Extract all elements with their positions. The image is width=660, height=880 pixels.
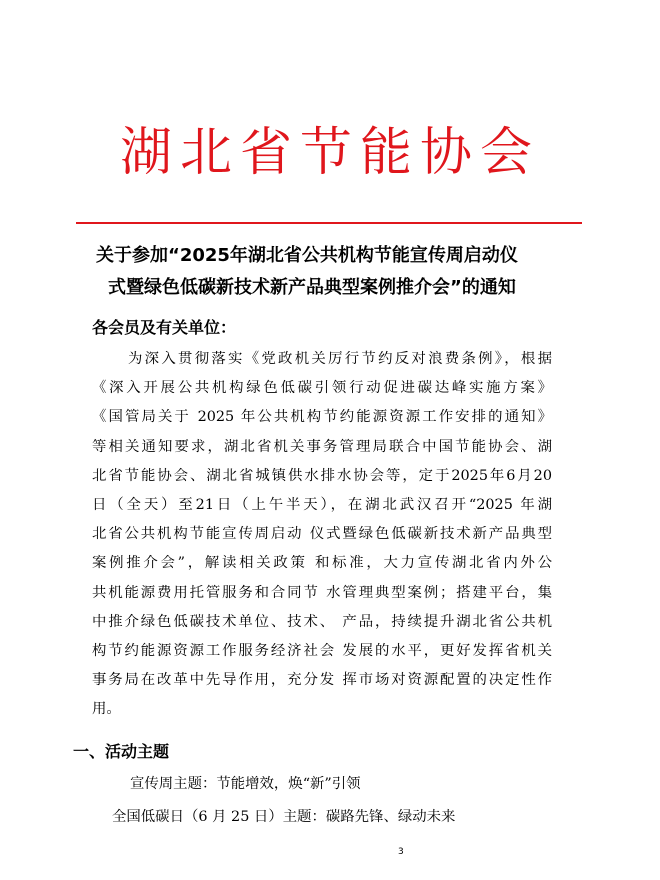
notice-title bbox=[96, 240, 566, 304]
theme-week-line: 宣传周主题：节能增效，焕“新”引领 bbox=[130, 776, 361, 792]
page-number: 3 bbox=[398, 847, 404, 857]
body-line: 北省公共机构节能宣传周启动 仪式暨绿色低碳新技术新产品典型 bbox=[92, 526, 552, 543]
body-line: 《深入开展公共机构绿色低碳引领行动促进碳达峰实施方案》 bbox=[92, 380, 552, 397]
notice-body-paragraph bbox=[92, 345, 552, 725]
notice-title-line-2: 式暨绿色低碳新技术新产品典型案例推介会”的通知 bbox=[108, 277, 516, 298]
body-line: 北省节能协会、湖北省城镇供水排水协会等，定于2025年6月20 bbox=[92, 467, 552, 484]
body-line: 共机能源费用托管服务和合同节 水管理典型案例；搭建平台，集 bbox=[92, 584, 552, 601]
body-line: 日（全天）至21日（上午半天），在湖北武汉召开“2025 年湖 bbox=[92, 497, 552, 514]
body-line: 为深入贯彻落实《党政机关厉行节约反对浪费条例》，根据 bbox=[128, 351, 552, 367]
low-carbon-day-line: 全国低碳日（6 月 25 日）主题：碳路先锋、绿动未来 bbox=[112, 809, 456, 825]
body-line: 中推介绿色低碳技术单位、技术、 产品，持续提升湖北省公共机 bbox=[92, 613, 552, 630]
body-line: 案例推介会”，解读相关政策 和标准，大力宣传湖北省内外公 bbox=[92, 555, 552, 572]
body-line: 等相关通知要求，湖北省机关事务管理局联合中国节能协会、湖 bbox=[92, 438, 552, 455]
body-line: 事务局在改革中先导作用，充分发 挥市场对资源配置的决定性作 bbox=[92, 672, 552, 689]
addressee: 各会员及有关单位： bbox=[92, 318, 237, 337]
body-line: 构节约能源资源工作服务经济社会 发展的水平，更好发挥省机关 bbox=[92, 643, 552, 660]
body-line: 用。 bbox=[92, 701, 121, 718]
body-line: 《国管局关于 2025 年公共机构节约能源资源工作安排的通知》 bbox=[92, 409, 552, 426]
notice-title-line-1: 关于参加“2025年湖北省公共机构节能宣传周启动仪 bbox=[96, 245, 518, 266]
header-divider-line bbox=[76, 222, 582, 224]
organization-header: 湖北省节能协会 bbox=[119, 123, 540, 183]
section-heading-activity-theme: 一、活动主题 bbox=[73, 742, 170, 761]
